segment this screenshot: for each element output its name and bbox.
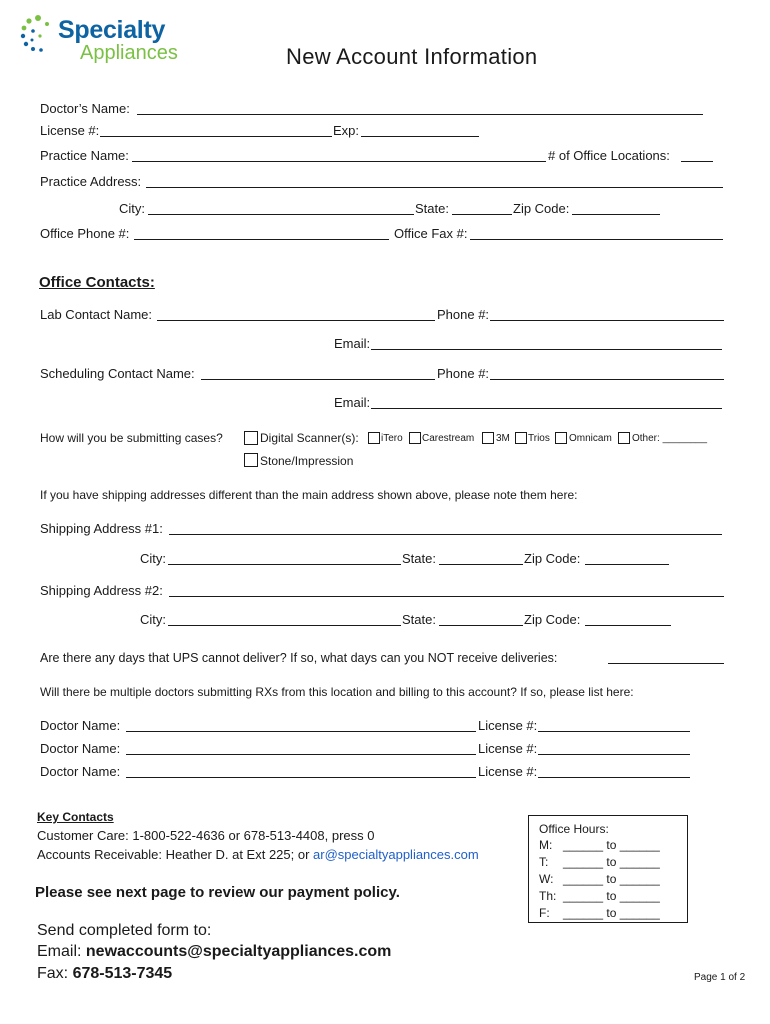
shipping-note: If you have shipping addresses different than the main address shown above, please note them here:: [40, 488, 578, 502]
doctor-license-2-field[interactable]: [538, 754, 690, 755]
scheduling-contact-label: Scheduling Contact Name:: [40, 366, 195, 381]
other-label: Other: ________: [632, 433, 708, 444]
license-field[interactable]: [100, 136, 332, 137]
key-contacts-heading: Key Contacts: [37, 810, 114, 824]
doctor-license-1-field[interactable]: [538, 731, 690, 732]
doctor-name-1-field[interactable]: [126, 731, 476, 732]
send-fax-number: 678-513-7345: [72, 965, 173, 982]
stone-impression-checkbox[interactable]: [244, 453, 258, 467]
shipping-2-state-field[interactable]: [439, 625, 523, 626]
practice-address-label: Practice Address:: [40, 174, 142, 189]
doctor-name-1-label: Doctor Name:: [40, 718, 121, 733]
office-hours-box: [528, 815, 688, 923]
itero-label: iTero: [381, 433, 403, 444]
practice-name-field[interactable]: [132, 161, 546, 162]
practice-name-label: Practice Name:: [40, 148, 129, 163]
brand-subname: Appliances: [80, 42, 178, 64]
omnicam-label: Omnicam: [569, 433, 612, 444]
shipping-address-2-label: Shipping Address #2:: [40, 583, 163, 598]
shipping-1-zip-field[interactable]: [585, 564, 669, 565]
lab-phone-label: Phone #:: [437, 307, 490, 322]
trios-checkbox[interactable]: [515, 432, 527, 444]
digital-scanner-label: Digital Scanner(s):: [260, 431, 359, 445]
exp-label: Exp:: [333, 123, 360, 138]
city-label: City:: [119, 201, 145, 216]
doctor-name-2-label: Doctor Name:: [40, 741, 121, 756]
shipping-1-state-label: State:: [402, 551, 436, 566]
shipping-address-1-label: Shipping Address #1:: [40, 521, 163, 536]
office-hours-title: Office Hours:: [539, 822, 609, 836]
office-fax-label: Office Fax #:: [394, 226, 468, 241]
zip-label: Zip Code:: [513, 201, 570, 216]
office-fax-field[interactable]: [470, 239, 723, 240]
shipping-2-state-label: State:: [402, 612, 436, 627]
multiple-doctors-question: Will there be multiple doctors submitting RXs from this location and billing to this account? If so, please list here:: [40, 685, 634, 699]
shipping-address-1-field[interactable]: [169, 534, 722, 535]
3m-checkbox[interactable]: [482, 432, 494, 444]
lab-phone-field[interactable]: [490, 320, 724, 321]
send-email-link[interactable]: newaccounts@specialtyappliances.com: [85, 943, 392, 960]
ups-question: Are there any days that UPS cannot deliver? If so, what days can you NOT receive deliveries:: [40, 651, 558, 665]
send-email-label: Email:: [37, 943, 86, 960]
hours-row-friday[interactable]: F: ______ to ______: [539, 906, 660, 920]
license-label: License #:: [40, 123, 100, 138]
lab-contact-label: Lab Contact Name:: [40, 307, 153, 322]
submitting-question: How will you be submitting cases?: [40, 431, 223, 445]
doctor-license-3-field[interactable]: [538, 777, 690, 778]
shipping-1-state-field[interactable]: [439, 564, 523, 565]
doctor-license-3-label: License #:: [478, 764, 538, 779]
office-contacts-heading: Office Contacts:: [39, 274, 155, 291]
carestream-checkbox[interactable]: [409, 432, 421, 444]
carestream-label: Carestream: [422, 433, 475, 444]
shipping-address-2-field[interactable]: [169, 596, 724, 597]
num-offices-label: # of Office Locations:: [548, 148, 670, 163]
shipping-2-city-label: City:: [140, 612, 166, 627]
state-label: State:: [415, 201, 449, 216]
logo-dots-icon: [20, 14, 56, 54]
other-checkbox[interactable]: [618, 432, 630, 444]
office-phone-label: Office Phone #:: [40, 226, 130, 241]
scheduling-phone-field[interactable]: [490, 379, 724, 380]
accounts-receivable-text: [37, 847, 479, 862]
page-number: Page 1 of 2: [694, 972, 746, 983]
ar-email-link[interactable]: ar@specialtyappliances.com: [313, 847, 479, 862]
trios-label: Trios: [528, 433, 550, 444]
send-fax-label: Fax:: [37, 965, 73, 982]
zip-field[interactable]: [572, 214, 660, 215]
itero-checkbox[interactable]: [368, 432, 380, 444]
office-phone-field[interactable]: [134, 239, 389, 240]
omnicam-checkbox[interactable]: [555, 432, 567, 444]
stone-impression-label: Stone/Impression: [260, 454, 354, 468]
doctors-name-field[interactable]: [137, 114, 703, 115]
brand-name: Specialty: [58, 16, 166, 44]
digital-scanner-checkbox[interactable]: [244, 431, 258, 445]
customer-care-text: Customer Care: 1-800-522-4636 or 678-513-4408, press 0: [37, 828, 375, 843]
scheduling-email-field[interactable]: [371, 408, 722, 409]
doctors-name-label: Doctor’s Name:: [40, 101, 130, 116]
shipping-1-city-label: City:: [140, 551, 166, 566]
lab-email-field[interactable]: [371, 349, 722, 350]
practice-address-field[interactable]: [146, 187, 723, 188]
hours-row-monday[interactable]: M: ______ to ______: [539, 838, 660, 852]
scheduling-email-label: Email:: [334, 395, 371, 410]
exp-field[interactable]: [361, 136, 479, 137]
hours-row-wednesday[interactable]: W: ______ to ______: [539, 872, 660, 886]
doctor-license-2-label: License #:: [478, 741, 538, 756]
ar-prefix: Accounts Receivable: Heather D. at Ext 225; or: [37, 847, 314, 862]
doctor-name-2-field[interactable]: [126, 754, 476, 755]
shipping-2-zip-field[interactable]: [585, 625, 671, 626]
state-field[interactable]: [452, 214, 512, 215]
send-fax-line: [37, 965, 172, 983]
scheduling-phone-label: Phone #:: [437, 366, 490, 381]
num-offices-field[interactable]: [681, 161, 713, 162]
3m-label: 3M: [496, 433, 510, 444]
ups-days-field[interactable]: [608, 663, 724, 664]
doctor-license-1-label: License #:: [478, 718, 538, 733]
send-heading: Send completed form to:: [37, 922, 212, 939]
city-field[interactable]: [148, 214, 414, 215]
shipping-2-zip-label: Zip Code:: [524, 612, 581, 627]
lab-contact-field[interactable]: [157, 320, 435, 321]
hours-row-tuesday[interactable]: T: ______ to ______: [539, 855, 660, 869]
shipping-1-zip-label: Zip Code:: [524, 551, 581, 566]
shipping-1-city-field[interactable]: [168, 564, 401, 565]
hours-row-thursday[interactable]: Th: ______ to ______: [539, 889, 660, 903]
send-email-line: [37, 943, 391, 961]
shipping-2-city-field[interactable]: [168, 625, 401, 626]
doctor-name-3-field[interactable]: [126, 777, 476, 778]
payment-policy-note: Please see next page to review our payment policy.: [35, 884, 400, 901]
scheduling-contact-field[interactable]: [201, 379, 435, 380]
lab-email-label: Email:: [334, 336, 371, 351]
page-title: New Account Information: [286, 44, 538, 69]
doctor-name-3-label: Doctor Name:: [40, 764, 121, 779]
